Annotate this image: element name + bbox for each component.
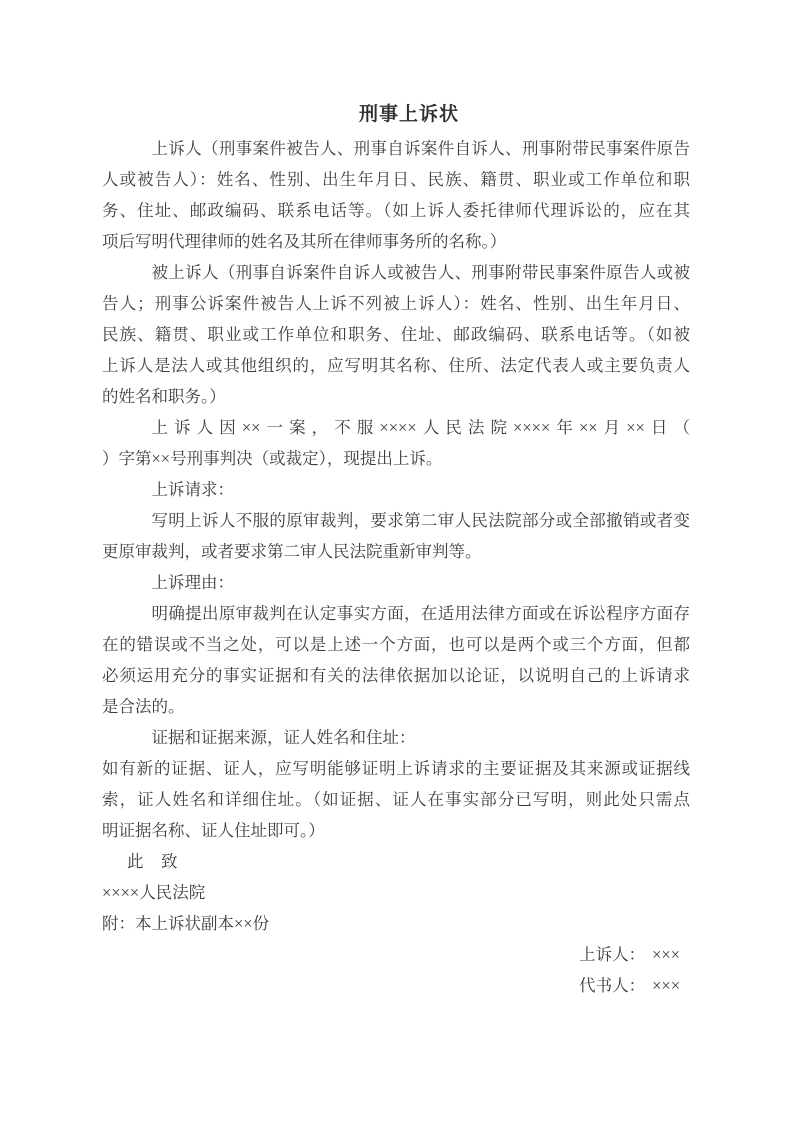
closing-block [102,846,690,939]
closing-attachment-note: 附：本上诉状副本××份 [102,914,270,933]
signature-block [102,939,690,1001]
document-body [102,133,690,846]
closing-salutation: 此 致 [127,852,178,871]
text-line: 上诉人是法人或其他组织的，应写明其名称、住所、法定代表人或主要负责人 [102,356,690,375]
signature-appellant-label: 上诉人： [579,945,646,964]
text-line: 更原审裁判，或者要求第二审人民法院重新审判等。 [102,542,482,561]
text-line: 是合法的。 [102,697,185,716]
text-line: 上诉人（刑事案件被告人、刑事自诉案件自诉人、刑事附带民事案件原告 [151,139,690,158]
text-line: 证据和证据来源，证人姓名和住址： [151,728,416,747]
text-line: 上诉请求： [151,480,234,499]
text-line: 必须运用充分的事实证据和有关的法律依据加以论证，以说明自己的上诉请求 [102,666,690,685]
text-line: 上诉理由： [151,573,234,592]
text-line: 写明上诉人不服的原审裁判，要求第二审人民法院部分或全部撤销或者变 [151,511,690,530]
text-line: 民族、籍贯、职业或工作单位和职务、住址、邮政编码、联系电话等。（如被 [102,325,690,344]
text-line: 上诉人因××一案，不服××××人民法院××××年××月××日（ [151,418,690,437]
closing-court-name: ××××人民法院 [102,883,206,902]
signature-scribe-value: ××× [652,976,680,995]
text-line: 在的错误或不当之处，可以是上述一个方面，也可以是两个或三个方面，但都 [102,635,690,654]
text-line: 的姓名和职务。） [102,387,226,406]
document-title: 刑事上诉状 [358,104,459,125]
text-line: 务、住址、邮政编码、联系电话等。（如上诉人委托律师代理诉讼的，应在其 [102,201,690,220]
text-line: 明确提出原审裁判在认定事实方面，在适用法律方面或在诉讼程序方面存 [151,604,690,623]
text-line: 索，证人姓名和详细住址。（如证据、证人在事实部分已写明，则此处只需点 [102,790,690,809]
signature-scribe-label: 代书人： [579,976,646,995]
text-line: 项后写明代理律师的姓名及其所在律师事务所的名称。） [102,232,507,251]
signature-appellant [102,939,680,970]
signature-appellant-value: ××× [652,945,680,964]
signature-scribe [102,970,680,1001]
text-line: 明证据名称、证人住址即可。） [102,821,325,840]
text-line: 告人；刑事公诉案件被告人上诉不列被上诉人）：姓名、性别、出生年月日、 [102,294,690,313]
text-line: 如有新的证据、证人，应写明能够证明上诉请求的主要证据及其来源或证据线 [102,759,690,778]
text-line: ）字第××号刑事判决（或裁定），现提出上诉。 [102,449,443,468]
text-line: 人或被告人）：姓名、性别、出生年月日、民族、籍贯、职业或工作单位和职 [102,170,690,189]
text-line: 被上诉人（刑事自诉案件自诉人或被告人、刑事附带民事案件原告人或被 [151,263,690,282]
